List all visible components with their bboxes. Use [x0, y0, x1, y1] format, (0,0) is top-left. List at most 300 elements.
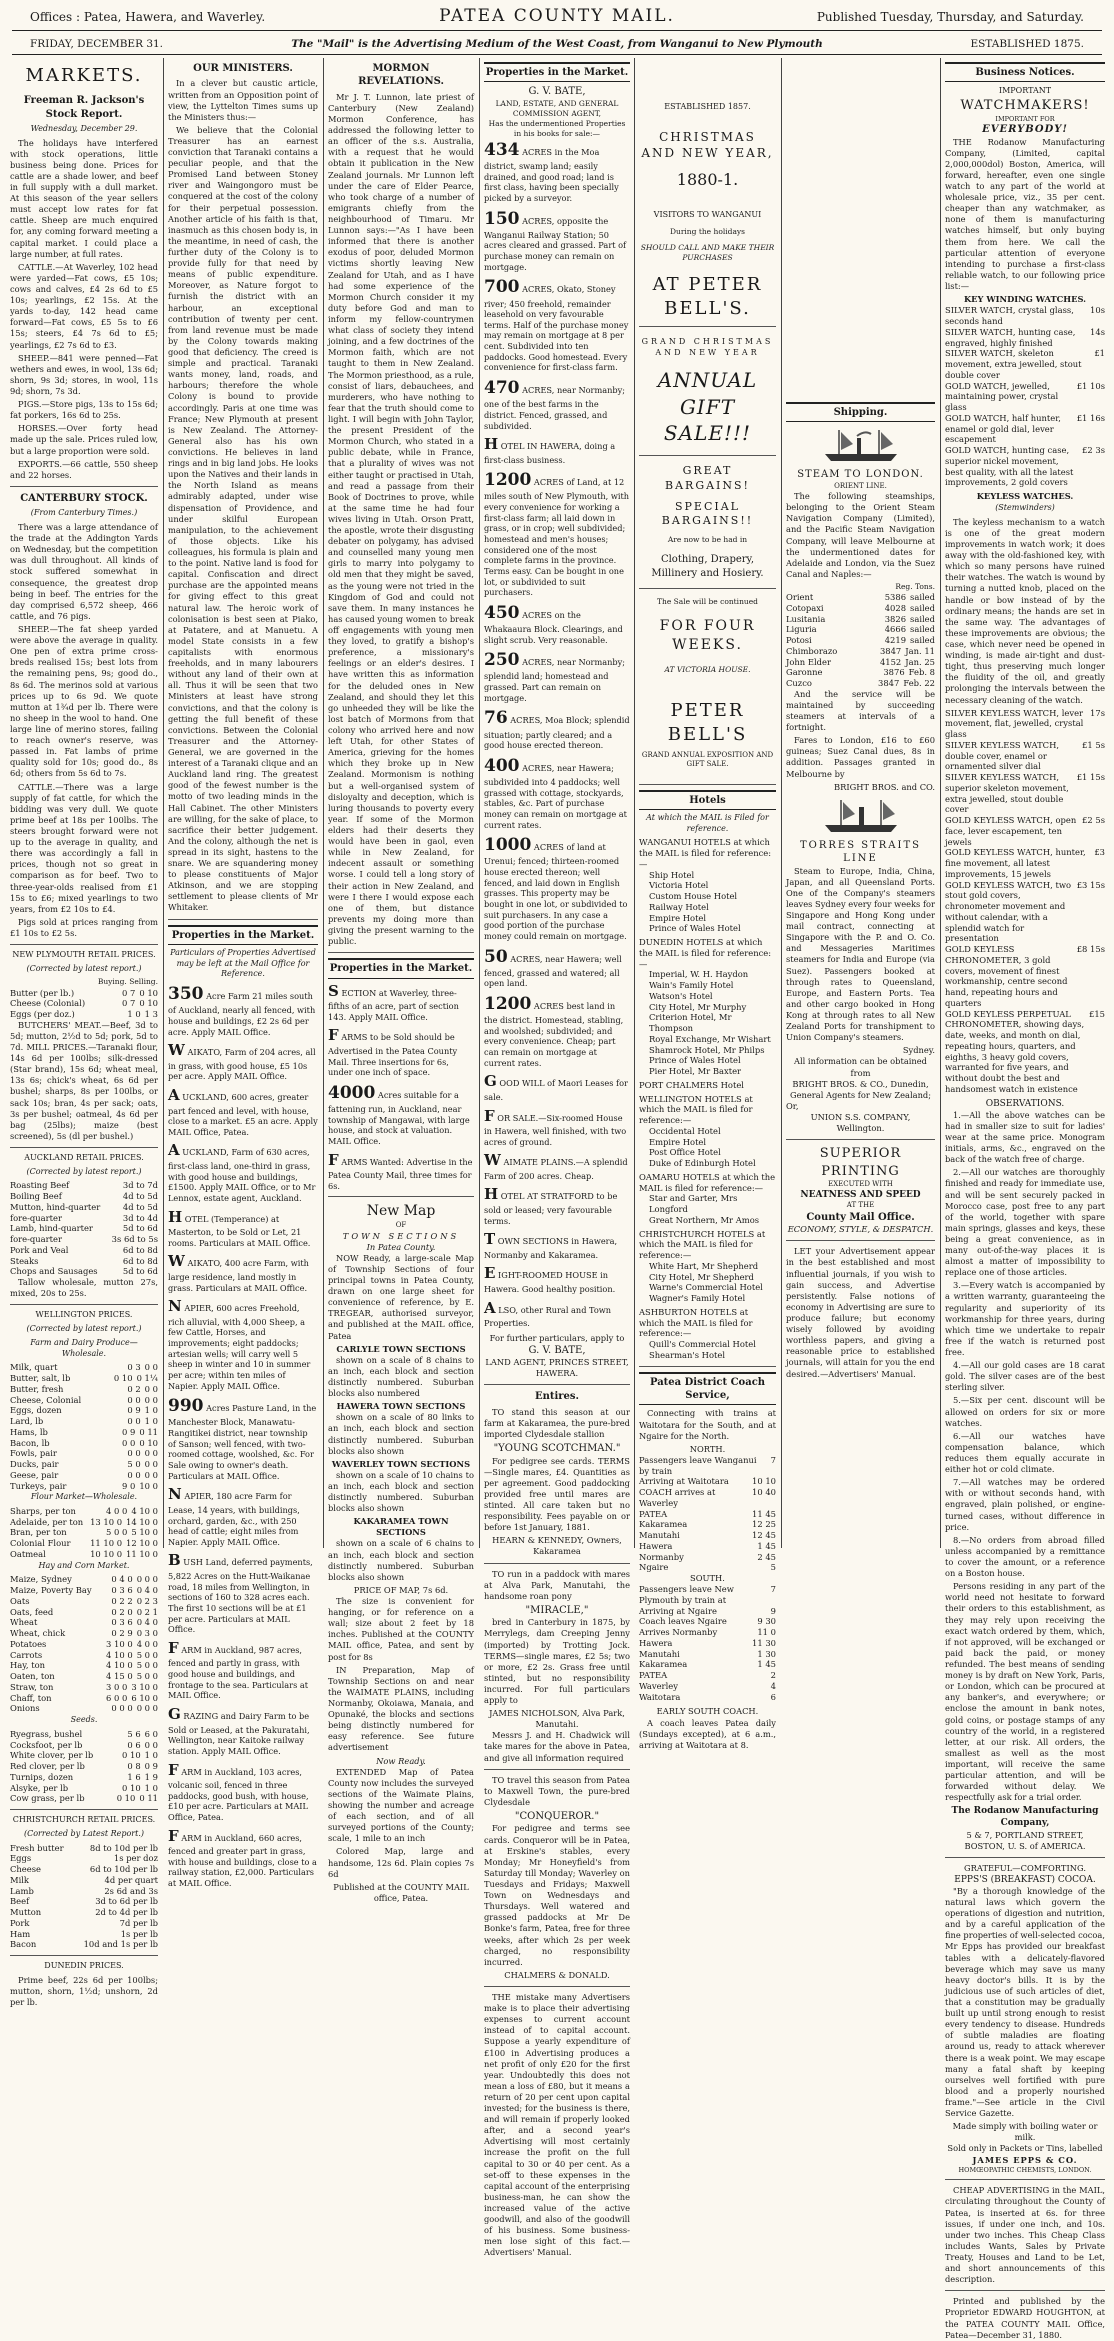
markets-heading: MARKETS. — [25, 65, 143, 86]
properties-heading: Properties in the Market. — [168, 925, 318, 945]
watch-row — [945, 880, 1105, 945]
price-row-cell: 0 6 — [127, 1739, 141, 1750]
cattle-report: CATTLE.—At Waverley, 102 head were yarded—Fat cows, £5 10s; cows and calves, £4 2s 6d to £5 10s; yearlings, £2 15s. At the yards to-day, 142 head came forward—Fat cows, £5 5s to £6 15s; steers, £4 7s 6d to £5; yearlings, £2 7s 6d to £3. — [10, 261, 158, 350]
np-prices-title: NEW PLYMOUTH RETAIL PRICES. — [12, 950, 156, 960]
bright-bros: BRIGHT BROS. and CO. — [833, 781, 935, 792]
price-row-cell: 0 9 — [122, 1426, 136, 1437]
conqueror-name: "CONQUEROR." — [514, 1811, 600, 1823]
price-row-cell: 0 4 0 — [136, 1585, 158, 1596]
watch-row-cell: GOLD WATCH, half hunter, enamel or gold dial, lever escapement — [945, 412, 1061, 445]
map-price-text: The size is convenient for hanging, or for reference on a wall; size about 2 feet by 18 inches. Published at the COUNTY MAIL office, Patea, and sent by post for 8s — [328, 1596, 474, 1662]
hotel-item: Shearman's Hotel — [649, 1349, 726, 1360]
price-row — [10, 1202, 158, 1213]
property-ad-lead: F — [328, 1150, 339, 1169]
property-ad-text: ACRES of Land, at 12 miles south of New Plymouth, with every convenience for working a first-class farm; all laid down in grass, or in crop; well subdivided; homestead and men's houses; considered one of the most complete farms in the province. Terms easy. Can be bought in one lot, or subdivided to suit purchasers. — [484, 477, 630, 598]
wellington-seeds-table — [10, 1729, 158, 1804]
watch-row — [945, 348, 1105, 380]
grand-line: GRAND CHRISTMAS AND NEW YEAR — [641, 337, 774, 358]
price-row-cell: 4d to 5d — [122, 1201, 158, 1212]
price-row-cell: 5 0 — [127, 1459, 141, 1470]
price-row-cell: Cocksfoot, per lb — [10, 1739, 83, 1750]
price-row — [10, 1459, 158, 1470]
watch-row-cell: £3 — [1094, 847, 1105, 858]
bate-column — [484, 58, 630, 2258]
column-divider — [940, 58, 941, 1548]
hotel-group-head: DUNEDIN HOTELS at which the MAIL is filed for reference:— — [639, 937, 772, 969]
coach-intro: Connecting with trains at Waitotara for the South, and at Ngaire for the North. — [639, 1408, 776, 1441]
coach-heading: Patea District Coach Service, — [639, 1372, 776, 1406]
ship-row — [786, 592, 935, 603]
property-ad-text: OWN SECTIONS in Hawera, Normanby and Kakaramea. — [484, 1236, 618, 1260]
property-ad — [484, 649, 630, 703]
price-row-cell: 3d to 4d — [122, 1212, 158, 1223]
price-row-cell: 6 0 0 — [106, 1692, 128, 1703]
property-ad-lead: 76 — [484, 708, 508, 729]
bate-intro: Has the undermentioned Properties in his books for sale:— — [488, 118, 626, 138]
property-ad-lead: T — [484, 1230, 496, 1249]
property-ad — [484, 377, 630, 431]
rodanow-intro: THE Rodanow Manufacturing Company, (Limited, capital 2,000,000dol) Boston, America, will forward, hereafter, even one single watch to any part of the world at wholesale price, viz., 35 per cent. cheaper than any watchmaker, as none of them is manufacturing watches himself, but only buying them from here. We call the particular attention of everyone intending to purchase a first-class reliable watch, to our following price list:— — [945, 136, 1105, 292]
price-row-cell: Red clover, per lb — [10, 1761, 85, 1772]
divider — [945, 1857, 1105, 1858]
divider — [168, 919, 318, 920]
coach-row-cell: 1 45 — [757, 1540, 776, 1551]
price-row — [10, 1740, 158, 1751]
property-ad-lead: 1000 — [484, 835, 532, 856]
coach-row-cell: 11 45 — [752, 1508, 776, 1519]
price-row-cell: 0 10 — [122, 1782, 141, 1793]
canterbury-title: CANTERBURY STOCK. — [20, 492, 148, 504]
price-row-cell: Sharps, per ton — [10, 1505, 76, 1516]
coach-row-cell: 6 — [770, 1691, 776, 1702]
property-ad-lead: 350 — [168, 984, 204, 1005]
price-row-cell: 10 0 — [139, 1480, 158, 1491]
property-ad — [484, 469, 630, 598]
property-ad-text: RAZING and Dairy Farm to be Sold or Leased, at the Pakuratahi, Wellington, near Kaitoke railway station. Apply MAIL Office. — [168, 1711, 310, 1756]
property-ad — [168, 1041, 318, 1082]
property-ad-lead: 250 — [484, 650, 520, 671]
property-ad — [484, 1072, 630, 1102]
now-had: Are now to be had in — [667, 535, 748, 545]
price-row-cell: Eggs — [10, 1853, 32, 1864]
coach-north-table — [639, 1455, 776, 1573]
property-ad — [484, 755, 630, 830]
town-name: KAKARAMEA TOWN SECTIONS — [353, 1516, 449, 1538]
property-ad — [168, 1827, 318, 1889]
price-row-cell: Steaks — [10, 1255, 39, 1266]
ship-row-cell: 4219 — [884, 635, 907, 646]
coach-row-cell: PATEA — [639, 1508, 668, 1519]
coach-row-cell: Ngaire — [639, 1562, 669, 1573]
divider — [639, 1366, 776, 1367]
price-row-cell: Cow grass, per lb — [10, 1793, 85, 1804]
info-line: All information can be obtained from — [794, 1056, 927, 1078]
conqueror-intro: TO travel this season from Patea to Maxwell Town, the pure-bred Clydesdale — [484, 1774, 630, 1807]
property-ad-text: OOD WILL of Maori Leases for sale. — [484, 1078, 628, 1102]
price-row-cell: 0 10 — [139, 987, 158, 998]
price-row-cell: 0 8 — [127, 1761, 141, 1772]
ship-row-cell: Garonne — [786, 667, 823, 678]
property-ad-text: AIMATE PLAINS.—A splendid Farm of 200 acres. Cheap. — [484, 1157, 628, 1181]
price-row — [10, 1628, 158, 1639]
coach-row-cell: 9 — [770, 1605, 776, 1616]
property-ad — [484, 602, 630, 645]
coach-row-cell: Arriving at Waitotara — [639, 1476, 729, 1487]
rodanow-address: 5 & 7, PORTLAND STREET, BOSTON, U. S. of AMERICA. — [964, 1829, 1086, 1851]
property-ad — [484, 993, 630, 1068]
wellington-hay-table — [10, 1574, 158, 1714]
price-row — [10, 1470, 158, 1481]
ship-row-cell: 4666 — [884, 624, 907, 635]
price-row-cell: Oatmeal — [10, 1548, 46, 1559]
price-row — [10, 1907, 158, 1918]
hotel-item: Duke of Edinburgh Hotel — [649, 1158, 756, 1169]
property-ad-text: AIKATO, 400 acre Farm, with large residence, land mostly in grass. Particulars at MAIL Office. — [168, 1258, 309, 1293]
price-row-cell: 0 10 — [113, 1373, 133, 1384]
price-row-cell: 14 10 0 — [126, 1516, 158, 1527]
ship-row-cell: 3826 — [884, 613, 907, 624]
price-row-cell: 6 0 — [144, 1728, 158, 1739]
key-winding-list — [945, 305, 1105, 488]
watch-row-cell: 17s — [1090, 707, 1105, 718]
column-divider — [323, 58, 324, 1548]
coach-row — [639, 1638, 776, 1649]
watch-row-cell: SILVER KEYLESS WATCH, double cover, enamel or ornamented silver dial — [945, 739, 1060, 772]
watch-row-cell: 10s — [1090, 305, 1105, 316]
price-row-cell: Bacon, lb — [10, 1437, 50, 1448]
price-row-cell: Maize, Poverty Bay — [10, 1585, 92, 1596]
map-title: New Map — [366, 1203, 436, 1220]
watch-row-cell: GOLD KEYLESS WATCH, two stout gold covers, chronometer movement and without calendar, with a splendid watch for presentation — [945, 879, 1072, 944]
coach-row-cell: 9 30 — [757, 1616, 776, 1627]
ship-row-cell: sailed — [910, 635, 935, 646]
should-line: SHOULD CALL AND MAKE THEIR PURCHASES — [640, 243, 775, 263]
ship-row — [786, 657, 935, 668]
scotsman-name: "YOUNG SCOTCHMAN." — [493, 1443, 621, 1455]
ship-row-cell: sailed — [910, 592, 935, 603]
price-row-cell: 11 10 0 — [126, 1548, 158, 1559]
price-row — [10, 1750, 158, 1761]
stock-report-title: Freeman R. Jackson's Stock Report. — [23, 95, 145, 120]
ship-row-cell: Potosi — [786, 635, 812, 646]
property-ad-lead: 990 — [168, 1396, 204, 1417]
price-row — [10, 1395, 158, 1406]
price-row-cell: Wheat, chick — [10, 1628, 66, 1639]
price-row-cell: Butter, salt, lb — [10, 1373, 71, 1384]
wellington-seeds-head: Seeds. — [70, 1715, 98, 1725]
coach-row — [639, 1681, 776, 1692]
price-row — [10, 1853, 158, 1864]
auckland-prices-table — [10, 1180, 158, 1277]
watch-row-cell: SILVER WATCH, hunting case, engraved, highly finished — [945, 326, 1076, 348]
price-row-cell: Ham — [10, 1928, 31, 1939]
watch-row-cell: £2 3s — [1082, 445, 1105, 455]
miracle-name: "MIRACLE," — [525, 1604, 589, 1616]
property-ad — [484, 1299, 630, 1329]
property-ad-lead: 50 — [484, 946, 508, 967]
property-ad-lead: H — [168, 1207, 183, 1226]
price-row-cell: 0 0 0 — [136, 1703, 158, 1714]
price-row-cell: 0 11 — [139, 1426, 158, 1437]
property-ad-lead: B — [168, 1551, 181, 1570]
property-ad — [168, 1551, 318, 1634]
steam-text: The following steamships, belonging to the Orient Steam Navigation Company (Limited), and the Pacific Steam Navigation Company, will leave Melbourne at the undermentioned dates for Adelaide and London, via the Suez Canal and Naples:— — [786, 491, 935, 579]
markets-column — [10, 58, 158, 2008]
watch-row-cell: GOLD WATCH, hunting case, superior nickel movement, best quality, with all the latest improvements, 2 gold covers — [945, 445, 1074, 488]
hotel-group-head: WELLINGTON HOTELS at which the MAIL is filed for reference:— — [639, 1093, 753, 1126]
watchmakers-heading: WATCHMAKERS! — [960, 98, 1090, 114]
price-row-cell: 7d per lb — [119, 1917, 158, 1928]
property-ad-text: ACRES, near Normanby; splendid land; homestead and grassed. Part can remain on mortgage. — [484, 657, 626, 703]
watch-row — [945, 327, 1105, 349]
coach-row-cell: 4 — [770, 1680, 776, 1691]
watch-row-cell: £1 15s — [1076, 772, 1105, 783]
rodanow-company: The Rodanow Manufacturing Company, — [951, 1806, 1099, 1829]
divider — [639, 588, 776, 589]
price-row — [10, 1918, 158, 1929]
price-row-cell: 8d to 10d per lb — [89, 1842, 158, 1853]
price-row — [10, 1266, 158, 1277]
divider — [328, 952, 474, 953]
coach-row — [639, 1552, 776, 1563]
hotels-heading: Hotels — [639, 790, 776, 810]
coach-row — [639, 1509, 776, 1520]
price-row — [10, 1256, 158, 1267]
hotel-item: Prince of Wales Hotel — [649, 923, 741, 934]
ship-row — [786, 624, 935, 635]
divider — [945, 2290, 1105, 2291]
price-row-cell: Beef — [10, 1896, 30, 1907]
watch-row — [945, 708, 1105, 740]
property-ad-text: Acres Pasture Land, in the Manchester Block, Manawatu-Rangitikei district, near township of Sanson; well fenced, with two-roomed cottage, woolshed, &c. For Sale owing to owner's death. Particulars at MAIL Office. — [168, 1403, 317, 1481]
bate-address: LAND AGENT, PRINCES STREET, HAWERA. — [485, 1357, 629, 1379]
property-ads-list — [168, 983, 318, 1889]
property-ad-text: IGHT-ROOMED HOUSE in Hawera. Good healthy position. — [484, 1270, 616, 1294]
hotels-sub: At which the MAIL is Filed for reference. — [646, 812, 769, 833]
property-ad — [168, 1485, 318, 1547]
canterbury-pigs: Pigs sold at prices ranging from £1 10s to £2 5s. — [10, 916, 158, 938]
watch-row — [945, 381, 1105, 413]
coach-row-cell: Passengers leave New Plymouth by train at — [639, 1584, 734, 1605]
price-row — [10, 1650, 158, 1661]
price-row-cell: 5d to 6d — [122, 1266, 158, 1277]
mormon-column — [328, 58, 475, 1903]
price-row-cell: 4 10 0 — [106, 1649, 133, 1660]
great-bargains: GREAT BARGAINS! — [665, 464, 750, 492]
price-row-cell: 1 0 — [144, 1416, 158, 1427]
coach-row-cell: Arriving at Ngaire — [639, 1605, 717, 1616]
property-ad-lead: N — [168, 1485, 182, 1504]
price-row — [10, 1416, 158, 1427]
property-ad-text: ACRES, near Hawera; well fenced, grassed and watered; all open land. — [484, 953, 622, 989]
observation-item: 4.—All our gold cases are 18 carat gold. The silver cases are of the best sterling silver. — [945, 1360, 1105, 1393]
price-row-cell: 0 10 — [122, 1750, 141, 1761]
coach-row-cell: Waverley — [639, 1680, 678, 1691]
coach-row-cell: PATEA — [639, 1670, 668, 1681]
price-row-cell: 0 0 0 — [136, 1574, 158, 1585]
price-row-cell: 4 10 0 — [131, 1505, 158, 1516]
price-row-cell: 1 3 — [144, 1009, 158, 1020]
price-row-cell: 10d and 1s per lb — [83, 1939, 158, 1950]
price-row-cell: 0 0 — [144, 1739, 158, 1750]
property-ad-text: UCKLAND, 600 acres, greater part fenced and level, with house, close to a market. £5 an acre. Apply MAIL Office, Patea. — [168, 1092, 318, 1137]
property-ad-text: LSO, other Rural and Town Properties. — [484, 1304, 612, 1329]
watch-row — [945, 944, 1105, 1009]
price-row-cell: 1 0 — [144, 1782, 158, 1793]
map-sub: TOWN SECTIONS — [342, 1230, 460, 1241]
property-ad — [168, 1395, 318, 1481]
auckland-tallow: Tallow wholesale, mutton 27s, mixed, 20s to 25s. — [10, 1277, 158, 1299]
ship-row-cell: 5386 — [884, 592, 907, 603]
observation-item: 1.—All the above watches can be had in smaller size to suit for ladies' wear at the same price. Monogram initials, arms, &c., engraved on the back of the watch free of charge. — [945, 1109, 1105, 1165]
coach-row — [639, 1670, 776, 1681]
divider — [10, 1304, 158, 1305]
price-row-cell: 2d to 4d per lb — [95, 1907, 158, 1918]
divider — [639, 326, 776, 327]
coach-row-cell: 2 45 — [757, 1551, 776, 1562]
property-ad-text: APIER, 600 acres Freehold, rich alluvial, with 4,000 Sheep, a few Cattle, Horses, and improvements; eight paddocks; artesian wells; will carry well 5 sheep in winter and 10 in summer per acre; within ten miles of Napier. Apply MAIL Office. — [168, 1303, 311, 1391]
property-ad — [484, 1264, 630, 1294]
extended-map-text: EXTENDED Map of Patea County now includes the surveyed sections of the Waimate Plains, showing the number and acreage of each section, and of all surveyed portions of the County; scale, 1 mile to an inch — [328, 1766, 474, 1844]
steamship-icon — [821, 797, 901, 835]
price-row-cell: Bran, per ton — [10, 1527, 67, 1538]
property-ad-text: ARM in Auckland, 987 acres, fenced and partly in grass, with good house and buildings, and frontage to the sea. Particulars at MAIL Office. — [168, 1644, 309, 1701]
property-ad-lead: A — [168, 1086, 180, 1105]
hotel-item: Railway Hotel — [649, 901, 709, 912]
wellington-hay-head: Hay and Corn Market. — [38, 1560, 130, 1570]
price-row-cell: 5 0 0 — [136, 1671, 158, 1682]
watch-row — [945, 305, 1105, 327]
property-ad-text: ARMS to be Sold should be Advertised in the Patea County Mail. Three insertions for 6s, under one inch of space. — [328, 1032, 458, 1078]
published-at: Published at the COUNTY MAIL office, Patea. — [333, 1881, 469, 1903]
steam-london: STEAM TO LONDON. — [797, 469, 924, 481]
coach-row-cell: Waitotara — [639, 1691, 681, 1702]
property-ad — [168, 1208, 318, 1249]
divider — [10, 1147, 158, 1148]
price-row-cell: White clover, per lb — [10, 1750, 94, 1761]
business-heading: Business Notices. — [945, 62, 1105, 82]
ship-row-cell: Feb. 22 — [903, 678, 935, 689]
property-ad-lead: A — [168, 1141, 180, 1160]
price-row-cell: 1 6 — [127, 1771, 141, 1782]
wellington-prices-title: WELLINGTON PRICES. — [35, 1310, 133, 1320]
important-label: IMPORTANT — [998, 86, 1052, 96]
column-divider — [479, 58, 480, 1548]
annual-gift-sale: ANNUAL GIFT SALE!!! — [657, 367, 758, 446]
bate-desc: LAND, ESTATE, AND GENERAL COMMISSION AGENT, — [495, 98, 619, 118]
miracle-text: bred in Canterbury in 1875, by Merrylegs, dam Creeping Jenny (imported) by Trotting Jock. TERMS—single mares, £2 5s; two or more, £2 2s. Grass free until stinted, but no responsibility incurred. For full particulars apply to — [484, 1617, 630, 1706]
map-text: NOW Ready, a large-scale Map of Township Sections of four principal towns in Patea County, drawn on one large sheet for convenience of reference, by E. TREGEAR, authorised surveyor, and published at the MAIL office, Patea — [328, 1252, 474, 1341]
price-row-cell: 0 2 9 — [111, 1628, 133, 1639]
price-row-cell: Wheat — [10, 1617, 38, 1628]
town-name: CARLYLE TOWN SECTIONS — [336, 1343, 466, 1354]
epps-text: "By a thorough knowledge of the natural laws which govern the operations of digestion and nutrition, and by a careful application of the fine properties of well-selected cocoa, Mr Epps has provided our breakfast tables with a delicately-flavored beverage which may save us many heavy doctor's bills. It is by the judicious use of such articles of diet, that a constitution may be gradually built up until strong enough to resist every tendency to disease. Hundreds of subtle maladies are floating around us, ready to attack wherever there is a weak point. We may escape many a fatal shaft by keeping ourselves well fortified with pure blood and a properly nourished frame."—See article in the Civil Service Gazette. — [945, 1885, 1105, 2119]
watch-row — [945, 772, 1105, 815]
price-row-cell: Milk — [10, 1874, 30, 1885]
price-row-cell: 0 10 — [139, 1437, 158, 1448]
coach-row-cell: 5 — [770, 1562, 776, 1573]
coach-row — [639, 1455, 776, 1477]
price-row — [10, 1517, 158, 1528]
properties-heading-3: Properties in the Market. — [484, 62, 630, 82]
price-row-cell: 6 10 0 — [131, 1692, 158, 1703]
price-row-cell: Potatoes — [10, 1638, 47, 1649]
property-ad-text: ARM in Auckland, 103 acres, volcanic soil, fenced in three paddocks, good bush, with house, £10 per acre. Particulars at MAIL Office, Patea. — [168, 1766, 309, 1822]
property-ad-text: ARM in Auckland, 660 acres, fenced and greater part in grass, with house and buildings, close to a railway station, £2,000. Particulars at MAIL Office. — [168, 1832, 317, 1889]
county-mail-office: County Mail Office. — [806, 1211, 915, 1223]
price-row-cell: 3 0 0 — [106, 1681, 128, 1692]
property-ad — [168, 1705, 318, 1756]
price-row — [10, 1929, 158, 1940]
price-row-cell: 3 10 0 — [106, 1638, 133, 1649]
property-ad-lead: N — [168, 1297, 182, 1316]
sale-continued: The Sale will be continued — [657, 596, 758, 606]
property-ad-lead: 450 — [484, 602, 520, 623]
coach-row-cell: Passengers leave Wanganui by train — [639, 1454, 757, 1476]
property-ad-text: APIER, 180 acre Farm for Lease, 14 years, with buildings, orchard, garden, &c., with 250 head of cattle; eight miles from Napier. Apply MAIL Office. — [168, 1491, 300, 1547]
price-row — [10, 1448, 158, 1459]
price-row-cell: 0 0 — [144, 1469, 158, 1480]
property-ad — [484, 946, 630, 989]
important-for: IMPORTANT FOR — [995, 114, 1055, 123]
property-ad — [328, 1151, 474, 1192]
town-name: WAVERLEY TOWN SECTIONS — [331, 1458, 471, 1469]
price-row-cell: Mutton — [10, 1907, 42, 1918]
orient-line: ORIENT LINE. — [834, 481, 887, 490]
keyless-list — [945, 708, 1105, 1095]
watch-row-cell: GOLD KEYLESS PERPETUAL CHRONOMETER, showing days, date, weeks, and month on dial, repeating hours, quarters, and eighths, 3 heavy gold covers, warranted for five years, and without doubt the best and handsomest watch in existence — [945, 1008, 1085, 1094]
early-coach-text: A coach leaves Patea daily (Sundays excepted), at 6 a.m., arriving at Waitotara at 8. — [639, 1717, 776, 1750]
price-row-cell: 5 0 0 — [136, 1660, 158, 1671]
coach-row-cell: Arrives Normanby — [639, 1627, 718, 1638]
scotsman-text: For pedigree see cards. TERMS—Single mares, £4. Quantities as per agreement. Good paddocking provided free until mares are stinted. All care taken but no responsibility. Fees payable on or before 1st January, 1881. — [484, 1455, 630, 1533]
price-row — [10, 1384, 158, 1395]
price-row-cell: 0 2 — [127, 1383, 141, 1394]
bate-ads-list — [484, 139, 630, 1329]
business-column — [945, 58, 1105, 2340]
property-ad-text: UCKLAND, Farm of 630 acres, first-class land, one-third in grass, with good house and buildings, £1500. Apply MAIL Office, or to Mr Lennox, estate agent, Auckland. — [168, 1147, 316, 1203]
price-row-cell: Turnips, dozen — [10, 1771, 74, 1782]
price-row — [10, 1362, 158, 1373]
watch-row — [945, 413, 1105, 445]
conqueror-signature: CHALMERS & DONALD. — [504, 1969, 610, 1980]
torres-straits: TORRES STRAITS LINE — [800, 839, 921, 865]
ship-row — [786, 646, 935, 657]
property-ad-lead: 700 — [484, 277, 520, 298]
property-ad-lead: 1200 — [484, 993, 532, 1014]
price-row — [10, 1939, 158, 1950]
price-row-cell: 0 0 — [144, 1362, 158, 1373]
watch-row-cell: GOLD KEYLESS WATCH, open face, lever escapement, ten jewels — [945, 815, 1077, 847]
price-row-cell: 1 0 — [144, 1750, 158, 1761]
price-row-cell: 10 10 0 — [90, 1548, 123, 1559]
stock-report-date: Wednesday, December 29. — [30, 123, 138, 133]
hotel-item: Empire Hotel — [649, 912, 707, 923]
price-row-cell: 5d to 6d — [122, 1223, 158, 1234]
property-ad — [484, 1107, 630, 1148]
christchurch-prices-table — [10, 1843, 158, 1951]
price-row-cell: 0 9 — [144, 1761, 158, 1772]
price-row-cell: Cheese, Colonial — [10, 1394, 82, 1405]
canterbury-source: (From Canterbury Times.) — [30, 508, 138, 518]
price-row-cell: 9 0 — [122, 1480, 136, 1491]
column-divider — [781, 58, 782, 1548]
town-text: shown on a scale of 8 chains to an inch, each block and section distinctly numbered. Suburban blocks also numbered — [328, 1354, 474, 1399]
ship-row-cell: Orient — [786, 592, 814, 603]
ships-table — [786, 592, 935, 689]
price-row-cell: 0 4 0 — [136, 1617, 158, 1628]
price-row — [10, 1693, 158, 1704]
